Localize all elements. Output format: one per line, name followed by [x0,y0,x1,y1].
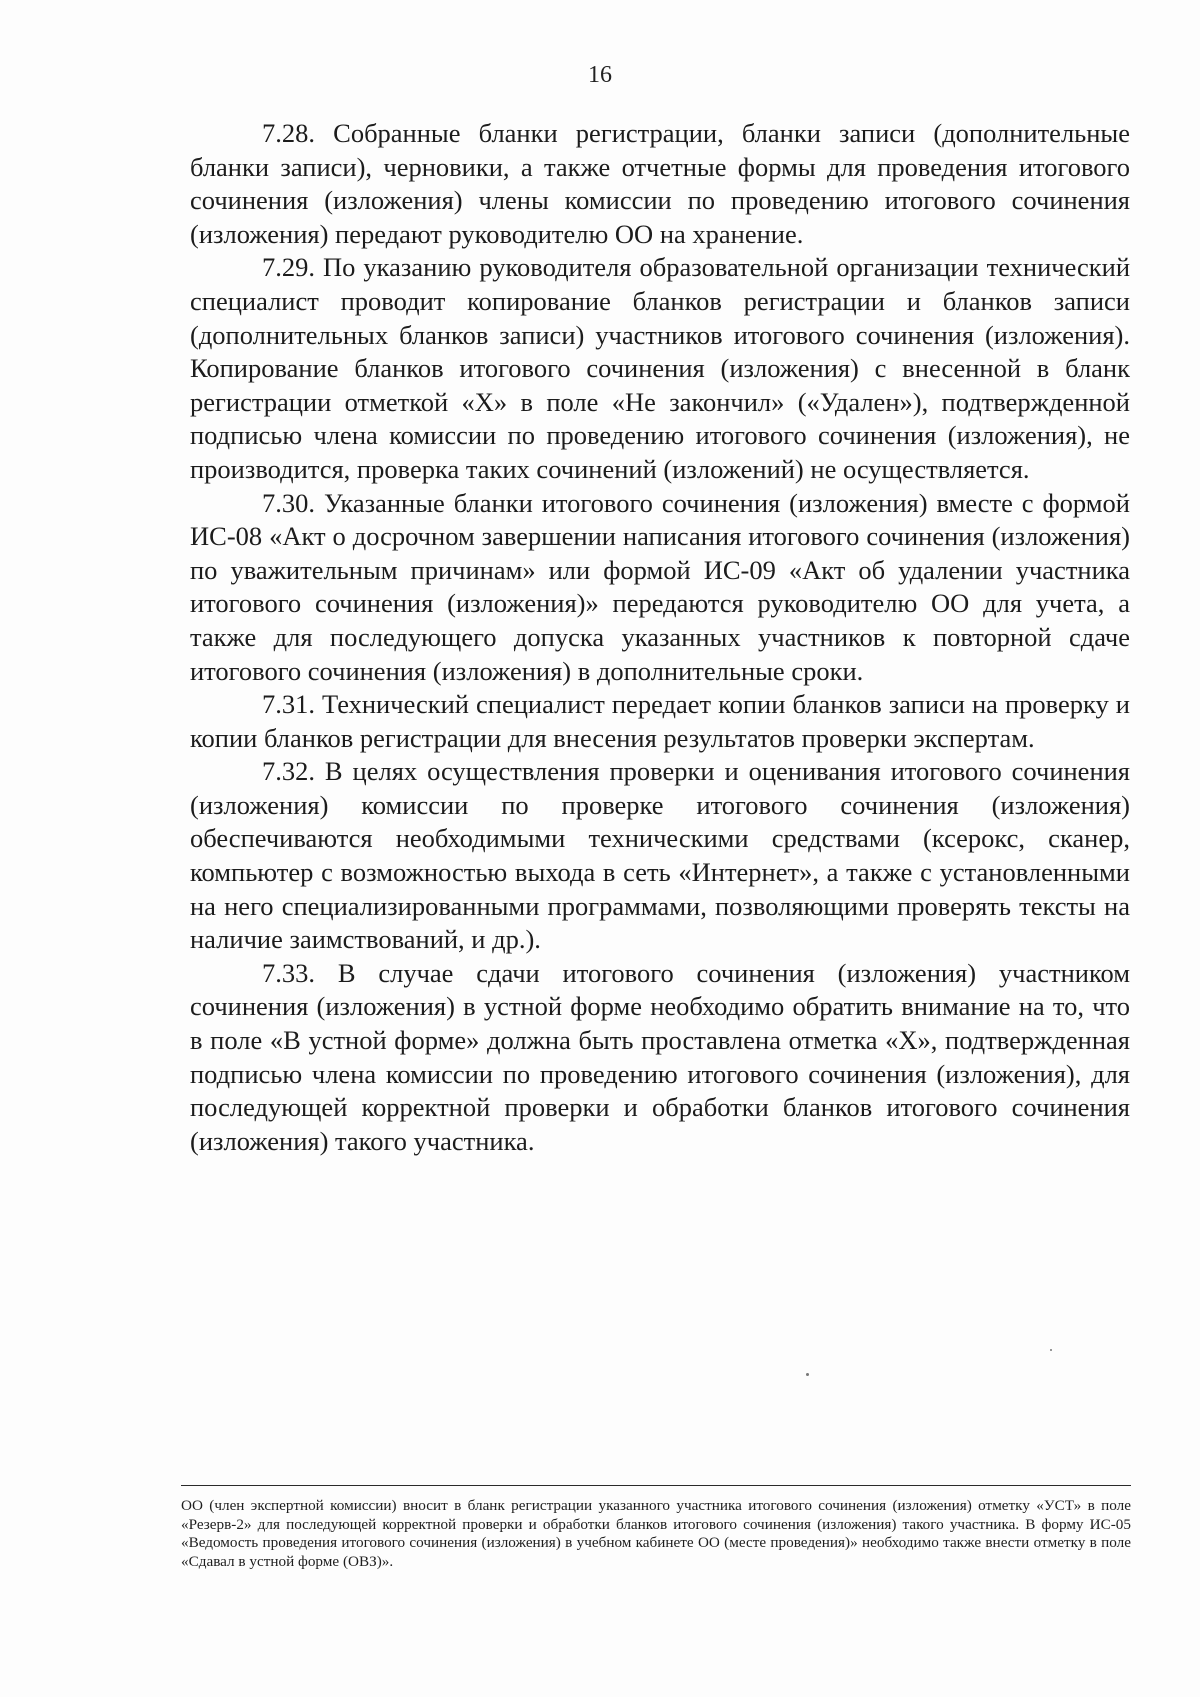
paragraph-7-31: 7.31. Технический специалист передает копии бланков записи на проверку и копии бланков регистрации для внесения результатов проверки экспертам. [190,689,1130,753]
paragraph-7-33: 7.33. В случае сдачи итогового сочинения (изложения) участником сочинения (изложения) в устной форме необходимо обратить внимание на то, что в поле «В устной форме» должна быть проставлена отметка «Х», подтвержденная подписью члена комиссии по проведению итогового сочинения (изложения), для последующей корректной проверки и обработки бланков итогового сочинения (изложения) такого участника. [190,957,1130,1156]
paragraph-7-28: 7.28. Собранные бланки регистрации, бланки записи (дополнительные бланки записи), черновики, а также отчетные формы для проведения итогового сочинения (изложения) члены комиссии по проведению итогового сочинения (изложения) передают руководителю ОО на хранение. [190,118,1130,249]
scan-speck [806,1373,809,1376]
footnote-text: ОО (член экспертной комиссии) вносит в бланк регистрации указанного участника итогового сочинения (изложения) отметку «УСТ» в поле «Резерв-2» для последующей корректной проверки и обработки бланков итогового сочинения (изложения) такого участника. В форму ИС-05 «Ведомость проведения итогового сочинения (изложения) в учебном кабинете ОО (месте проведения)» необходимо также внести отметку в поле «Сдавал в устной форме (ОВЗ)». [181,1497,1131,1570]
scan-speck [1050,1349,1052,1351]
paragraph-7-32: 7.32. В целях осуществления проверки и оценивания итогового сочинения (изложения) комиссии по проверке итогового сочинения (изложения) обеспечиваются необходимыми техническими средствами (ксерокс, сканер, компьютер с возможностью выхода в сеть «Интернет», а также с установленными на него специализированными программами, позволяющими проверять тексты на наличие заимствований, и др.). [190,756,1130,955]
footnote-divider [181,1485,1131,1486]
paragraph-7-29: 7.29. По указанию руководителя образовательной организации технический специалист проводит копирование бланков регистрации и бланков записи (дополнительных бланков записи) участников итогового сочинения (изложения). Копирование бланков итогового сочинения (изложения) с внесенной в бланк регистрации отметкой «Х» в поле «Не закончил» («Удален»), подтвержденной подписью члена комиссии по проведению итогового сочинения (изложения), не производится, проверка таких сочинений (изложений) не осуществляется. [190,252,1130,484]
body-text [190,117,1130,1158]
page-number: 16 [588,62,612,88]
paragraph-7-30: 7.30. Указанные бланки итогового сочинения (изложения) вместе с формой ИС-08 «Акт о досрочном завершении написания итогового сочинения (изложения) по уважительным причинам» или формой ИС-09 «Акт об удалении участника итогового сочинения (изложения)» передаются руководителю ОО для учета, а также для последующего допуска указанных участников к повторной сдаче итогового сочинения (изложения) в дополнительные сроки. [190,487,1130,686]
